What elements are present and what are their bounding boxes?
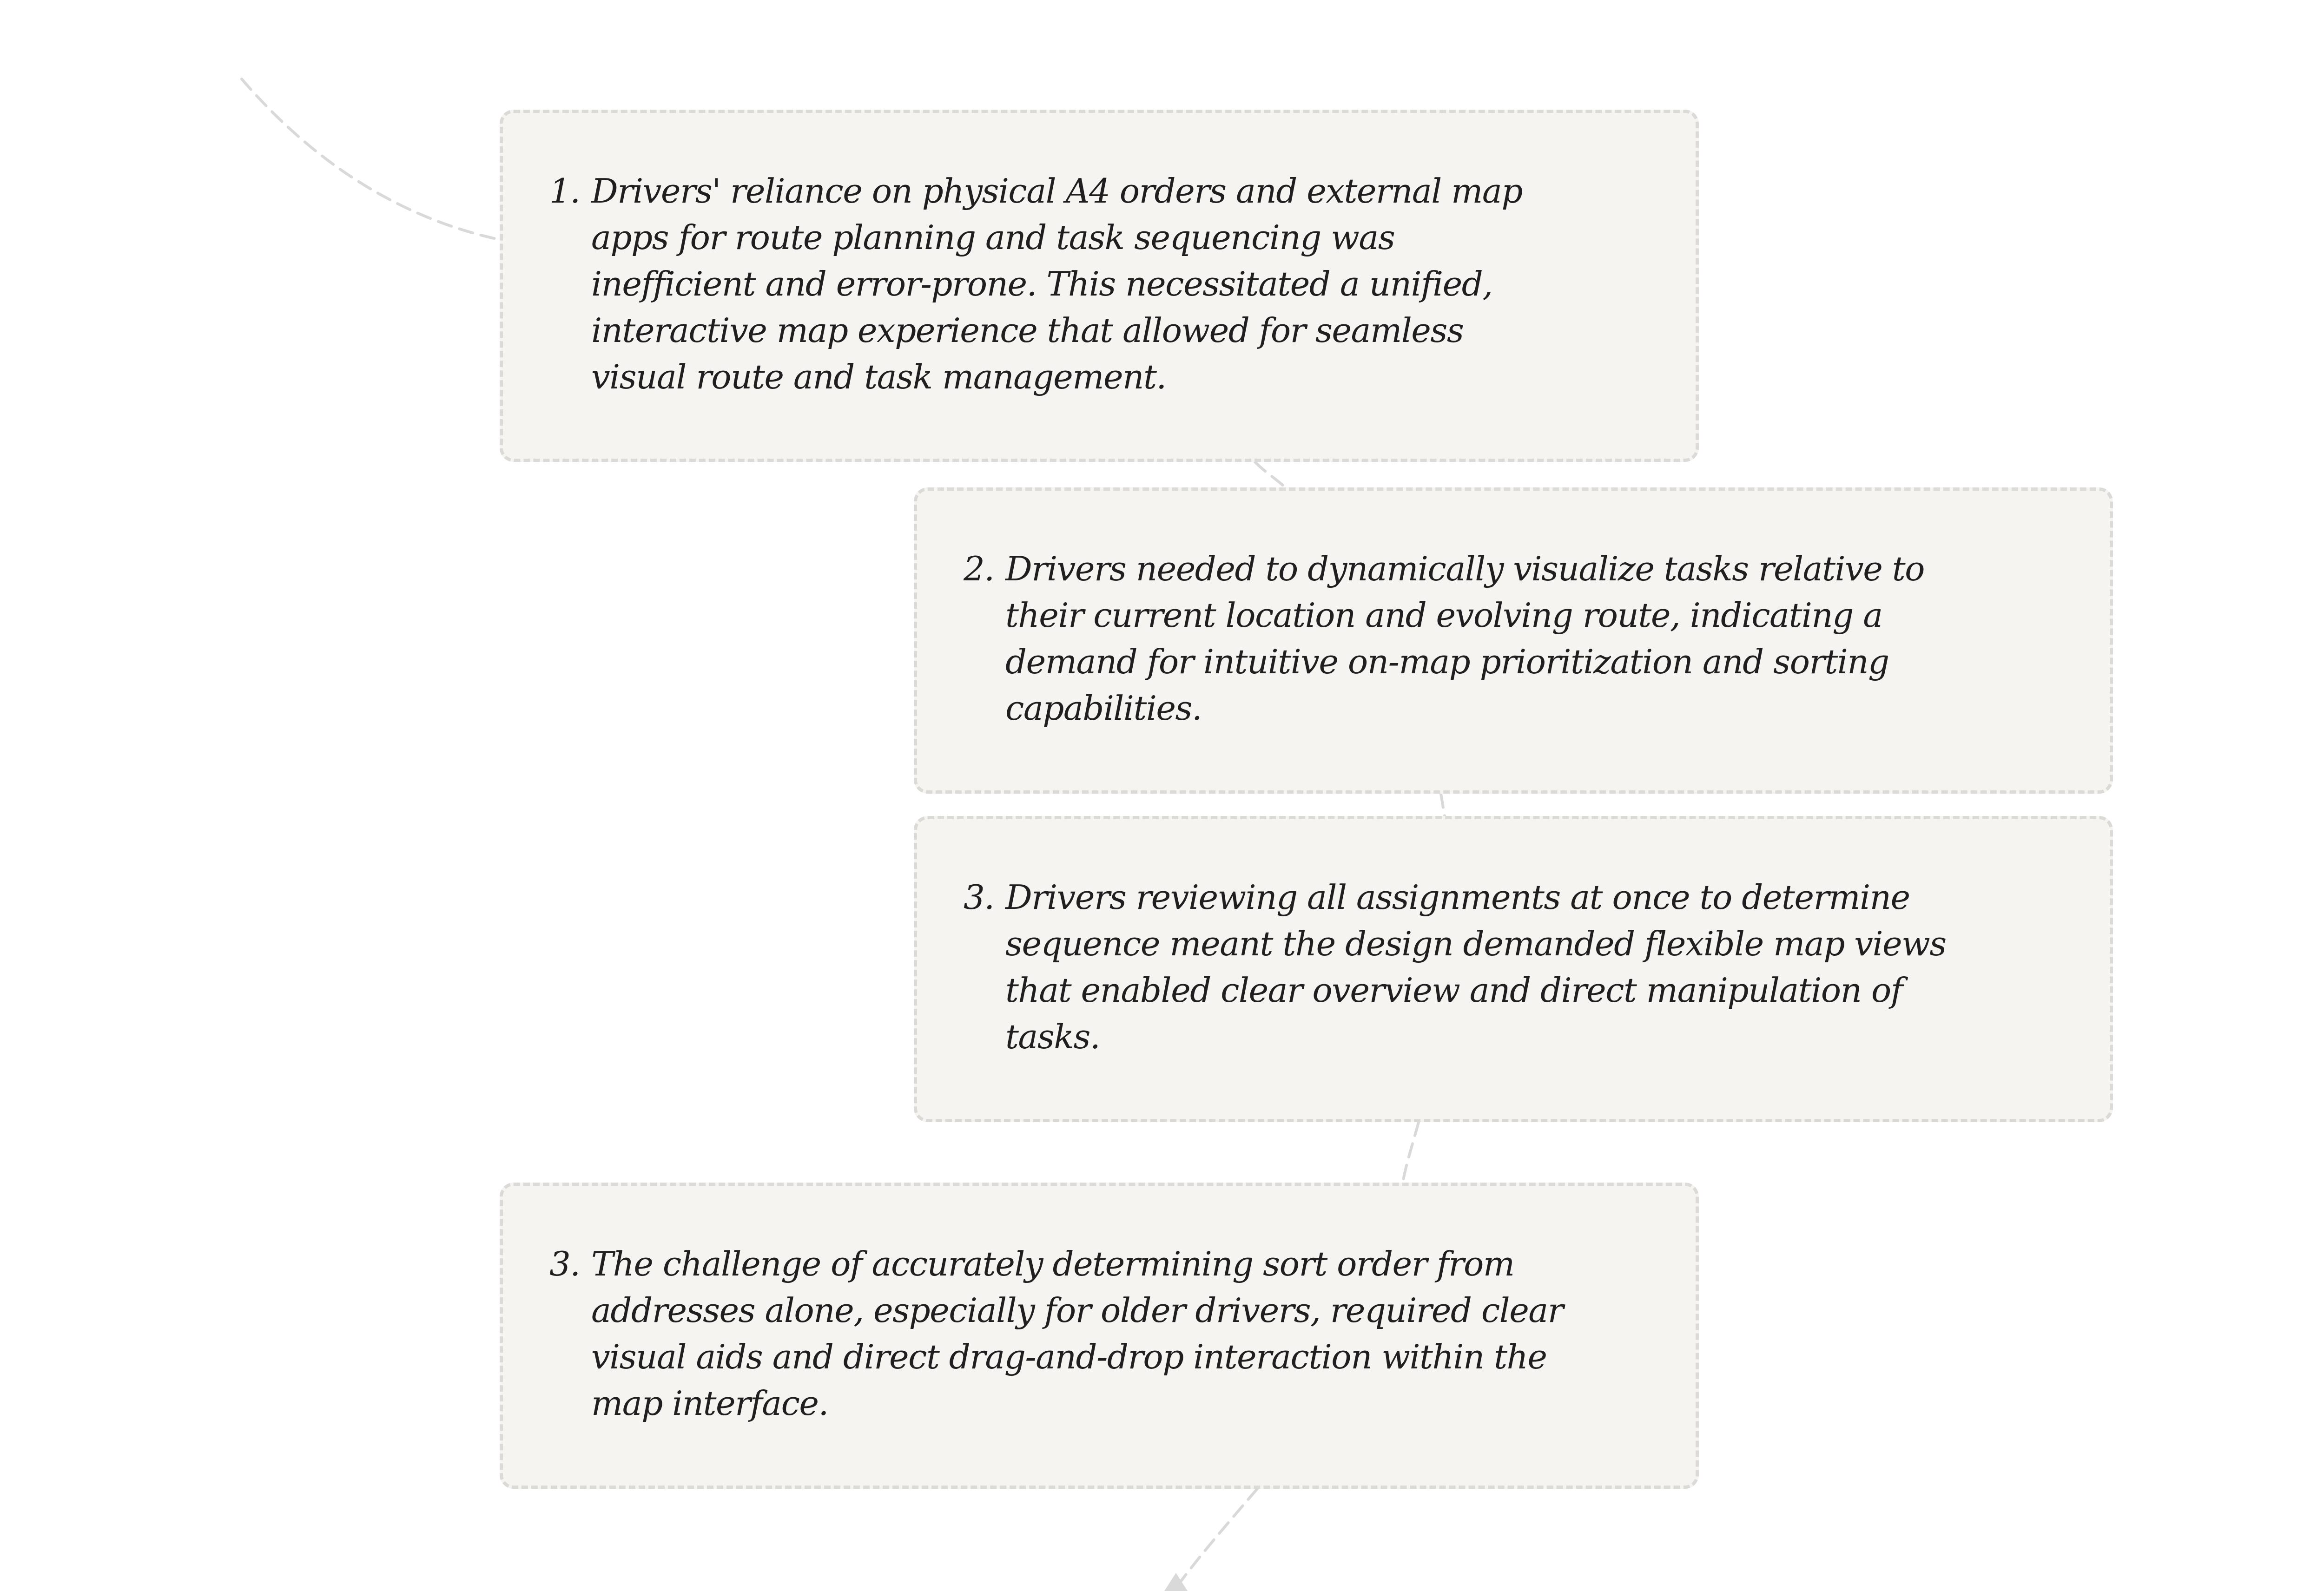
step-number: 1. — [549, 171, 580, 210]
connector-outgoing — [1174, 1489, 1257, 1591]
step-text: Drivers needed to dynamically visualize tasks relative to their current location and evolving route, indicating a demand for intuitive on-map prioritization and sorting capabilities. — [1005, 549, 1924, 728]
step-item-3 — [964, 874, 2054, 1060]
step-number: 3. — [549, 1244, 580, 1283]
connector-1-to-2 — [1255, 462, 1285, 487]
connector-2-to-3 — [1441, 794, 1445, 816]
connector-incoming — [242, 79, 498, 239]
step-card-3 — [914, 816, 2113, 1122]
step-card-1 — [500, 110, 1699, 462]
step-number: 3. — [964, 878, 994, 917]
step-card-2 — [914, 487, 2113, 794]
step-number: 2. — [964, 549, 994, 588]
step-text: Drivers reviewing all assignments at once to determine sequence meant the design demanded flexible map views that enabled clear overview and direct manipulation of tasks. — [1005, 878, 1946, 1056]
connector-3-to-4 — [1403, 1122, 1419, 1183]
step-item-4 — [549, 1241, 1640, 1427]
step-text: Drivers' reliance on physical A4 orders and external map apps for route planning and task sequencing was inefficient and error-prone. This necessitated a unified, interactive map experience that allowed for seamless visual route and task management. — [591, 171, 1522, 396]
step-item-1 — [549, 168, 1640, 400]
step-card-4 — [500, 1183, 1699, 1489]
step-text: The challenge of accurately determining sort order from addresses alone, especially for older drivers, required clear visual aids and direct drag-and-drop interaction within the map interface. — [591, 1244, 1563, 1423]
step-item-2 — [964, 546, 2054, 731]
